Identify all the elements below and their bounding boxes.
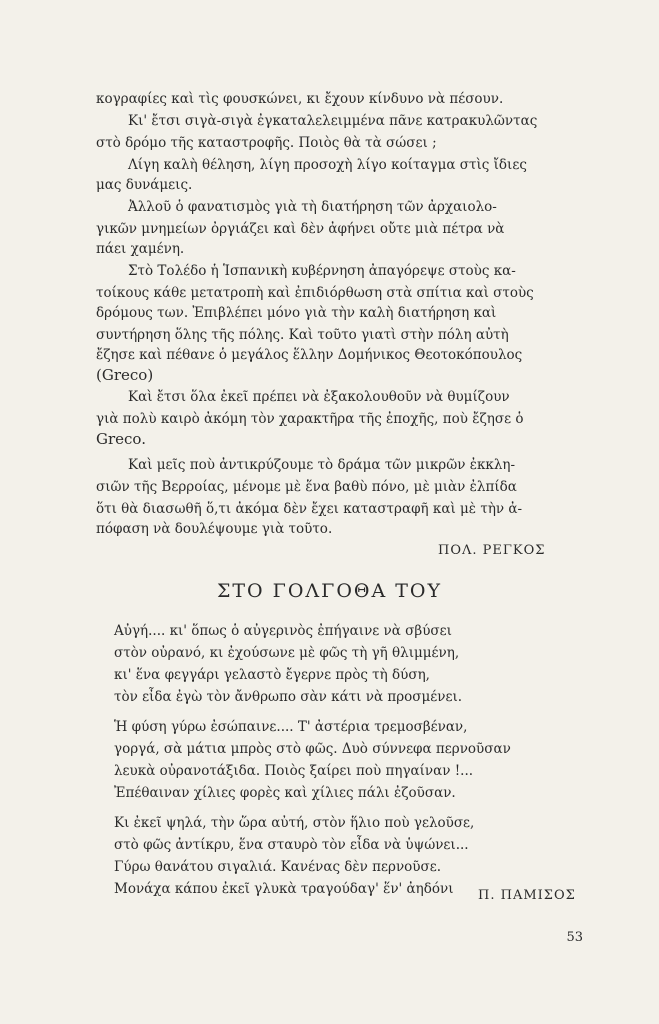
article-line: πόφαση νὰ δουλέψουμε γιὰ τοῦτο. (96, 521, 333, 537)
poem-line: γοργά, σὰ μάτια μπρὸς στὸ φῶς. Δυὸ σύννεφα περνοῦσαν (114, 741, 511, 757)
article-line: Ἀλλοῦ ὁ φανατισμὸς γιὰ τὴ διατήρηση τῶν ἀρχαιολο- (128, 199, 497, 215)
poem-title: ΣΤΟ ΓΟΛΓΟΘΑ ΤΟΥ (216, 580, 443, 602)
article-line: Καὶ ἔτσι ὅλα ἐκεῖ πρέπει νὰ ἐξακολουθοῦν νὰ θυμίζουν (128, 389, 510, 405)
article-line: Καὶ μεῖς ποὺ ἀντικρύζουμε τὸ δράμα τῶν μικρῶν ἐκκλη- (128, 457, 516, 473)
poem-line: στὸν οὐρανό, κι ἐχούσωνε μὲ φῶς τὴ γῆ θλιμμένη, (114, 645, 460, 661)
article-line: σιῶν τῆς Βερροίας, μένομε μὲ ἕνα βαθὺ πόνο, μὲ μιὰν ἐλπίδα (96, 479, 517, 495)
article-line: (Greco) (96, 366, 154, 384)
article-line: ἔζησε καὶ πέθανε ὁ μεγάλος ἕλλην Δομήνικος Θεοτοκόπουλος (96, 347, 523, 363)
article-line: μας δυνάμεις. (96, 177, 193, 193)
article-line: τοίκους κάθε μετατροπὴ καὶ ἐπιδιόρθωση στὰ σπίτια καὶ στοὺς (96, 285, 534, 301)
poem-author: Π. ΠΑΜΙΣΟΣ (478, 888, 576, 903)
poem-line: Μονάχα κάπου ἐκεῖ γλυκὰ τραγούδαγ' ἕν' ἀηδόνι (114, 881, 454, 897)
article-line: Λίγη καλὴ θέληση, λίγη προσοχὴ λίγο κοίταγμα στὶς ἴδιες (128, 157, 527, 173)
poem-line: Αὐγή.... κι' ὅπως ὁ αὐγερινὸς ἐπήγαινε νὰ σβύσει (114, 623, 452, 639)
article-line: Κι' ἔτσι σιγὰ-σιγὰ ἐγκαταλελειμμένα πᾶνε κατρακυλῶντας (128, 113, 538, 129)
poem-line: στὸ φῶς ἀντίκρυ, ἕνα σταυρὸ τὸν εἶδα νὰ ὑψώνει... (114, 837, 469, 853)
article-line: συντήρηση ὅλης τῆς πόλης. Καὶ τοῦτο γιατὶ στὴν πόλη αὐτὴ (96, 327, 509, 343)
article-line: ὅτι θὰ διασωθῆ ὅ,τι ἀκόμα δὲν ἔχει καταστραφῆ καὶ μὲ τὴν ἀ- (96, 501, 523, 517)
poem-line: Γύρω θανάτου σιγαλιά. Κανένας δὲν περνοῦσε. (114, 859, 442, 875)
poem-line: Ἐπέθαιναν χίλιες φορὲς καὶ χίλιες πάλι ἐζοῦσαν. (114, 785, 456, 801)
poem-line: τὸν εἶδα ἐγὼ τὸν ἄνθρωπο σὰν κάτι νὰ προσμένει. (114, 689, 463, 705)
page-number: 53 (566, 930, 583, 945)
poem-line: Κι ἐκεῖ ψηλά, τὴν ὥρα αὐτή, στὸν ἥλιο ποὺ γελοῦσε, (114, 815, 475, 831)
poem-line: Ἡ φύση γύρω ἐσώπαινε.... Τ' ἀστέρια τρεμοσβέναν, (114, 719, 468, 735)
article-line: γιὰ πολὺ καιρὸ ἀκόμη τὸν χαρακτῆρα τῆς ἐποχῆς, ποὺ ἔζησε ὁ (96, 411, 524, 427)
article-line: πάει χαμένη. (96, 241, 185, 257)
poem-line: κι' ἕνα φεγγάρι γελαστὸ ἔγερνε πρὸς τὴ δύση, (114, 667, 430, 683)
article-line: Στὸ Τολέδο ἡ Ἱσπανικὴ κυβέρνηση ἀπαγόρεψε στοὺς κα- (128, 263, 516, 279)
article-line: Greco. (96, 430, 146, 448)
poem-line: λευκὰ οὐρανοτάξιδα. Ποιὸς ξαίρει ποὺ πηγαίναν !... (114, 763, 474, 779)
article-author: ΠΟΛ. ΡΕΓΚΟΣ (438, 543, 546, 558)
article-line: γικῶν μνημείων ὀργιάζει καὶ δὲν ἀφήνει οὔτε μιὰ πέτρα νὰ (96, 221, 505, 237)
article-line: δρόμους των. Ἐπιβλέπει μόνο γιὰ τὴν καλὴ διατήρηση καὶ (96, 305, 497, 321)
article-line: κογραφίες καὶ τὶς φουσκώνει, κι ἔχουν κίνδυνο νὰ πέσουν. (96, 91, 504, 107)
article-line: στὸ δρόμο τῆς καταστροφῆς. Ποιὸς θὰ τὰ σώσει ; (96, 135, 437, 151)
